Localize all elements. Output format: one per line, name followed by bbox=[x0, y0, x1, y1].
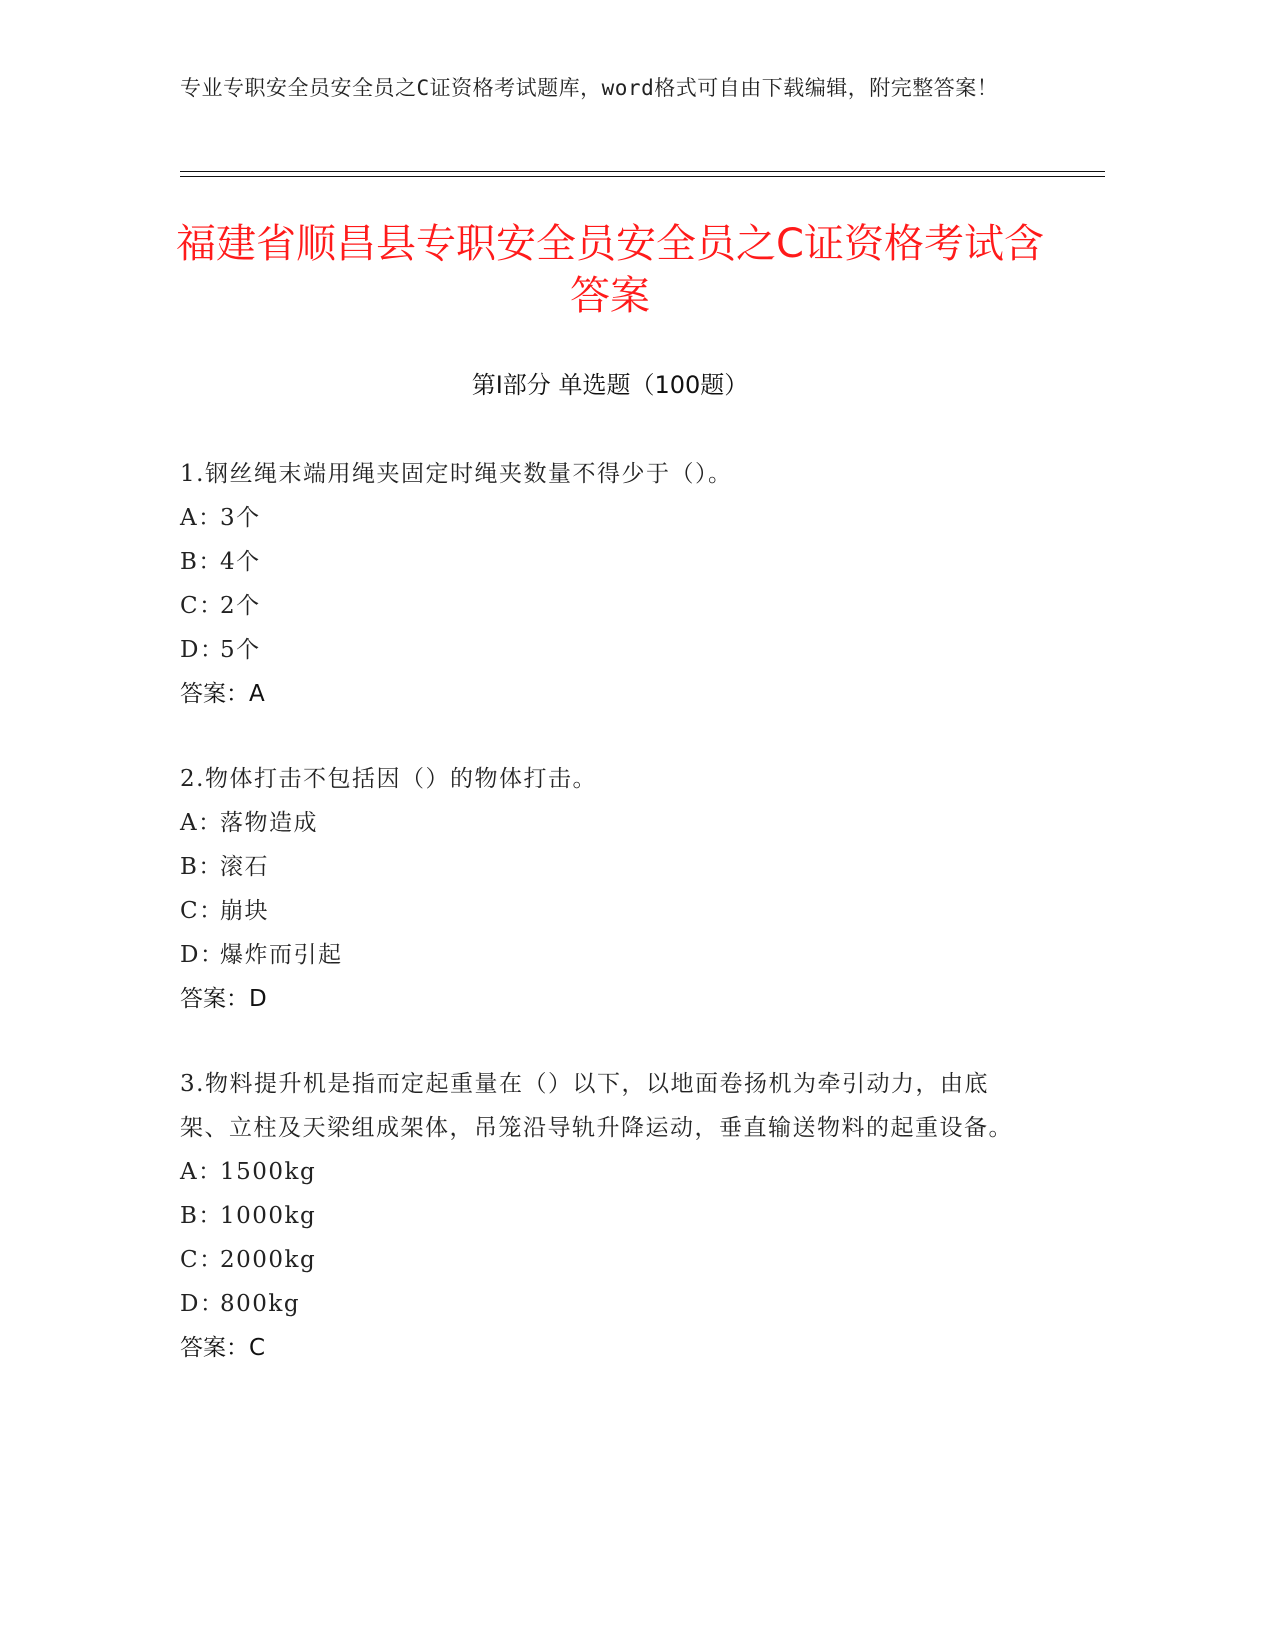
option-text: 3个 bbox=[220, 505, 261, 531]
option-d bbox=[180, 628, 1020, 672]
option-key: A： bbox=[180, 505, 223, 531]
option-key: A： bbox=[180, 1159, 223, 1185]
header-note: 专业专职安全员安全员之C证资格考试题库，word格式可自由下载编辑，附完整答案！ bbox=[180, 76, 999, 100]
option-text: 2个 bbox=[220, 593, 261, 619]
option-text: 2000kg bbox=[220, 1247, 317, 1273]
option-d bbox=[180, 933, 1020, 977]
option-text: 落物造成 bbox=[220, 810, 318, 836]
option-text: 800kg bbox=[220, 1291, 301, 1317]
option-key: D： bbox=[180, 1291, 225, 1317]
option-text: 滚石 bbox=[220, 854, 269, 880]
option-a bbox=[180, 1150, 1020, 1194]
option-b bbox=[180, 1194, 1020, 1238]
option-key: B： bbox=[180, 549, 223, 575]
option-key: B： bbox=[180, 854, 223, 880]
option-key: D： bbox=[180, 942, 225, 968]
answer-line: 答案：A bbox=[180, 681, 265, 707]
option-key: C： bbox=[180, 1247, 224, 1273]
question-stem: 3.物料提升机是指而定起重量在（）以下，以地面卷扬机为牵引动力，由底架、立柱及天梁组成架体，吊笼沿导轨升降运动，垂直输送物料的起重设备。 bbox=[180, 1071, 1013, 1141]
option-c bbox=[180, 584, 1020, 628]
option-key: B： bbox=[180, 1203, 223, 1229]
option-b bbox=[180, 845, 1020, 889]
answer-line: 答案：C bbox=[180, 1335, 266, 1361]
option-key: D： bbox=[180, 637, 225, 663]
question-stem: 1.钢丝绳末端用绳夹固定时绳夹数量不得少于（）。 bbox=[180, 461, 733, 487]
option-text: 4个 bbox=[220, 549, 261, 575]
option-text: 1500kg bbox=[220, 1159, 317, 1185]
question-block bbox=[180, 757, 1020, 1021]
header-rule-top bbox=[180, 171, 1105, 172]
option-text: 崩块 bbox=[220, 898, 269, 924]
option-a bbox=[180, 496, 1020, 540]
option-key: C： bbox=[180, 593, 224, 619]
header-rule-bottom bbox=[180, 176, 1105, 177]
option-c bbox=[180, 889, 1020, 933]
option-text: 1000kg bbox=[220, 1203, 317, 1229]
section-title: 第Ⅰ部分 单选题（100题） bbox=[471, 371, 749, 399]
option-a bbox=[180, 801, 1020, 845]
answer-line: 答案：D bbox=[180, 986, 267, 1012]
question-block bbox=[180, 452, 1020, 716]
option-b bbox=[180, 540, 1020, 584]
option-c bbox=[180, 1238, 1020, 1282]
option-text: 爆炸而引起 bbox=[220, 942, 343, 968]
option-key: A： bbox=[180, 810, 223, 836]
question-stem: 2.物体打击不包括因（）的物体打击。 bbox=[180, 766, 597, 792]
option-key: C： bbox=[180, 898, 224, 924]
option-text: 5个 bbox=[220, 637, 261, 663]
question-block bbox=[180, 1062, 1020, 1370]
document-title: 福建省顺昌县专职安全员安全员之C证资格考试含答案 bbox=[176, 221, 1044, 319]
option-d bbox=[180, 1282, 1020, 1326]
